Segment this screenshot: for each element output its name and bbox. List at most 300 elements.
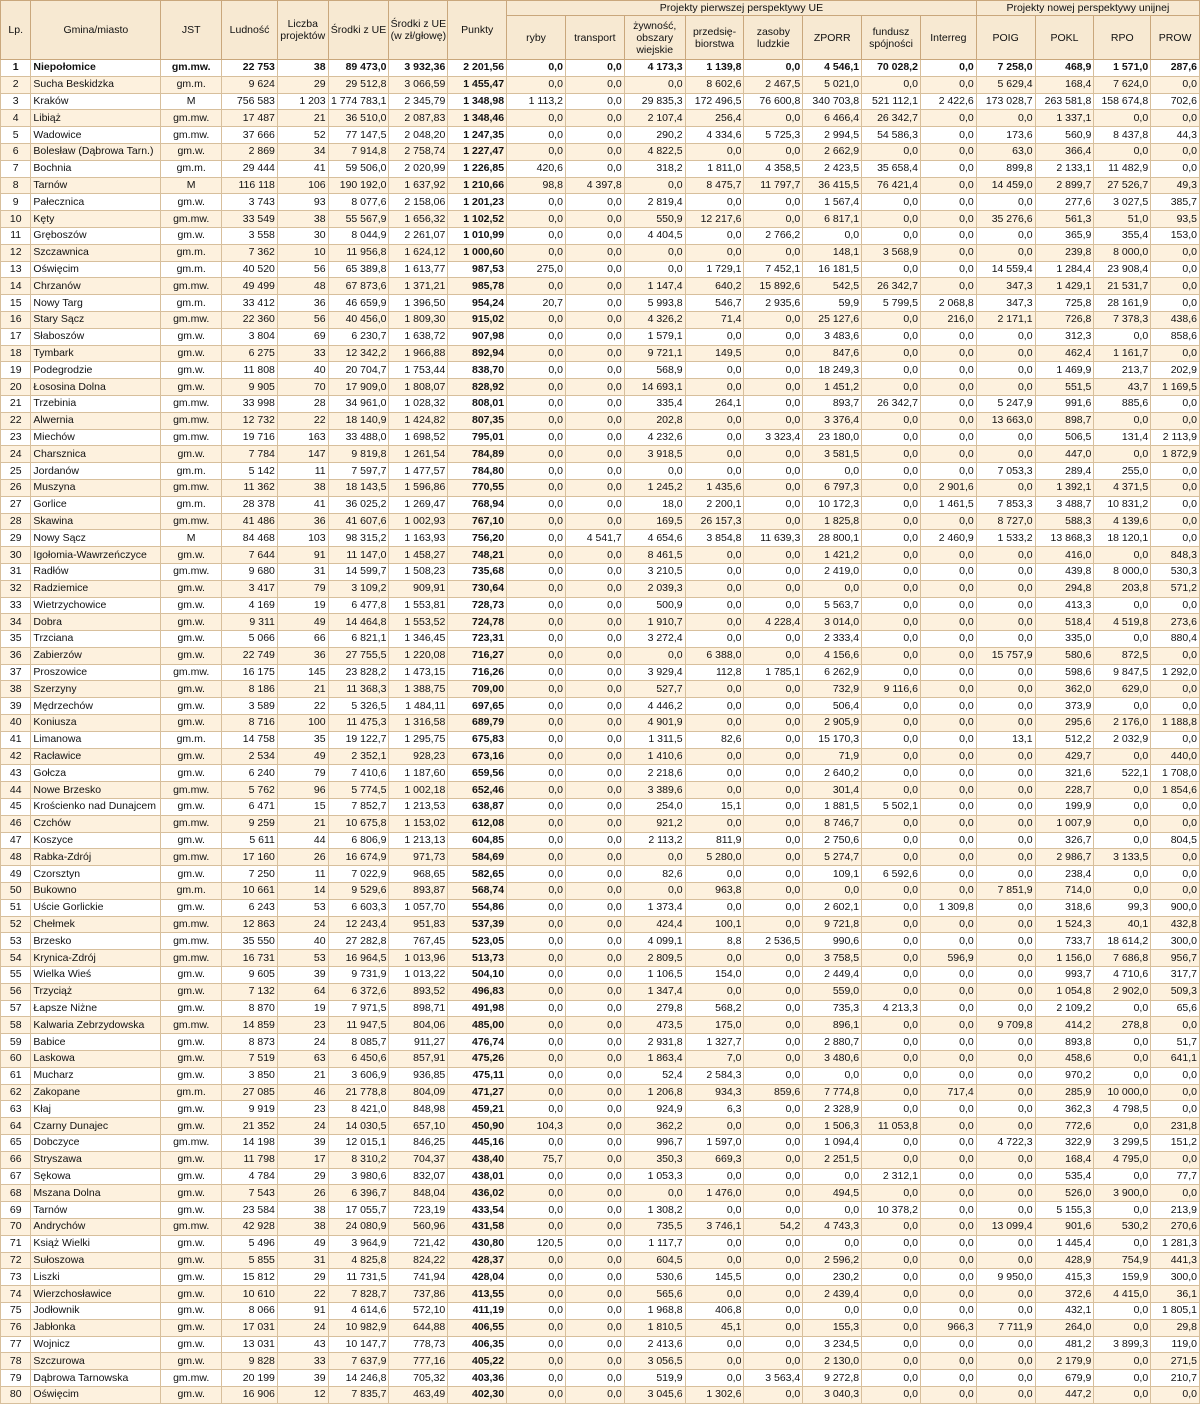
table-cell: 2 261,07 (389, 227, 448, 244)
col-liczba: Liczba projektów (277, 1, 328, 60)
cell-lp: 51 (1, 899, 31, 916)
table-cell: 8 077,6 (328, 194, 389, 211)
table-cell: 7 624,0 (1094, 76, 1151, 93)
table-cell: 0,0 (507, 328, 566, 345)
table-cell: 0,0 (685, 463, 744, 480)
table-cell: 604,5 (624, 1252, 685, 1269)
cell-jst: gm.w. (161, 765, 222, 782)
table-cell: 0,0 (507, 1218, 566, 1235)
table-cell: 28 (277, 395, 328, 412)
table-cell: 987,53 (448, 261, 507, 278)
cell-jst: gm.mw. (161, 1370, 222, 1387)
cell-lp: 13 (1, 261, 31, 278)
table-cell: 0,0 (976, 597, 1035, 614)
table-cell: 9 116,6 (862, 681, 921, 698)
cell-jst: gm.w. (161, 698, 222, 715)
table-row (1, 950, 1200, 967)
table-cell: 37 666 (222, 127, 278, 144)
table-cell: 168,4 (1035, 1151, 1094, 1168)
table-cell: 0,0 (1151, 76, 1200, 93)
table-cell: 716,26 (448, 664, 507, 681)
table-cell: 0,0 (920, 261, 976, 278)
table-cell: 0,0 (862, 950, 921, 967)
table-cell: 0,0 (976, 1370, 1035, 1387)
table-cell: 145 (277, 664, 328, 681)
table-cell: 9 259 (222, 815, 278, 832)
table-cell: 12 (277, 1386, 328, 1403)
table-cell: 7 597,7 (328, 463, 389, 480)
cell-gmina: Oświęcim (31, 261, 161, 278)
table-cell: 0,0 (862, 1336, 921, 1353)
table-cell: 580,6 (1035, 647, 1094, 664)
table-cell: 7 851,9 (976, 883, 1035, 900)
cell-jst: gm.mw. (161, 395, 222, 412)
table-cell: 1 053,3 (624, 1168, 685, 1185)
table-cell: 40,1 (1094, 916, 1151, 933)
table-cell: 0,0 (920, 328, 976, 345)
table-cell: 0,0 (565, 362, 624, 379)
table-cell: 2 419,0 (803, 563, 862, 580)
table-cell: 9 905 (222, 379, 278, 396)
table-row (1, 1218, 1200, 1235)
table-cell: 1 421,2 (803, 547, 862, 564)
table-row (1, 1118, 1200, 1135)
cell-lp: 22 (1, 412, 31, 429)
table-cell: 1 567,4 (803, 194, 862, 211)
table-cell: 0,0 (565, 1151, 624, 1168)
table-cell: 0,0 (862, 631, 921, 648)
table-cell: 0,0 (565, 1218, 624, 1235)
table-cell: 0,0 (803, 1302, 862, 1319)
table-cell: 0,0 (624, 463, 685, 480)
table-cell: 0,0 (1151, 647, 1200, 664)
table-cell: 951,83 (389, 916, 448, 933)
table-cell: 0,0 (744, 547, 803, 564)
table-cell: 0,0 (862, 1135, 921, 1152)
table-cell: 1 809,30 (389, 311, 448, 328)
cell-jst: gm.w. (161, 1118, 222, 1135)
table-cell: 0,0 (624, 244, 685, 261)
table-cell: 1 637,92 (389, 177, 448, 194)
cell-gmina: Trzciana (31, 631, 161, 648)
table-cell: 0,0 (565, 1386, 624, 1403)
table-cell: 568,74 (448, 883, 507, 900)
table-cell: 109,1 (803, 866, 862, 883)
cell-gmina: Kęty (31, 211, 161, 228)
table-cell: 0,0 (685, 563, 744, 580)
table-cell: 432,1 (1035, 1302, 1094, 1319)
table-cell: 149,5 (685, 345, 744, 362)
table-row (1, 127, 1200, 144)
table-cell: 11 956,8 (328, 244, 389, 261)
table-cell: 0,0 (862, 530, 921, 547)
cell-lp: 70 (1, 1218, 31, 1235)
table-cell: 275,0 (507, 261, 566, 278)
table-cell: 0,0 (507, 916, 566, 933)
table-cell: 3 854,8 (685, 530, 744, 547)
table-cell: 669,3 (685, 1151, 744, 1168)
table-cell: 767,10 (448, 513, 507, 530)
cell-jst: gm.w. (161, 983, 222, 1000)
table-cell: 405,22 (448, 1353, 507, 1370)
table-cell: 0,0 (507, 227, 566, 244)
table-cell: 0,0 (862, 1286, 921, 1303)
table-cell: 9 624 (222, 76, 278, 93)
table-cell: 0,0 (507, 446, 566, 463)
table-cell: 7 452,1 (744, 261, 803, 278)
col-punkty: Punkty (448, 1, 507, 60)
table-cell: 9 919 (222, 1101, 278, 1118)
table-cell: 0,0 (862, 916, 921, 933)
table-cell: 1 396,50 (389, 295, 448, 312)
table-cell: 447,2 (1035, 1386, 1094, 1403)
table-row (1, 1286, 1200, 1303)
table-cell: 1 220,08 (389, 647, 448, 664)
table-cell: 29 (277, 1269, 328, 1286)
table-cell: 900,0 (1151, 899, 1200, 916)
table-cell: 0,0 (976, 1168, 1035, 1185)
table-row (1, 731, 1200, 748)
table-cell: 15 892,6 (744, 278, 803, 295)
table-cell: 312,3 (1035, 328, 1094, 345)
table-cell: 21 778,8 (328, 1084, 389, 1101)
cell-gmina: Trzyciąż (31, 983, 161, 1000)
table-cell: 0,0 (685, 681, 744, 698)
table-cell: 0,0 (976, 1101, 1035, 1118)
table-cell: 3 743 (222, 194, 278, 211)
table-cell: 811,9 (685, 832, 744, 849)
table-cell: 40 520 (222, 261, 278, 278)
table-cell: 0,0 (920, 362, 976, 379)
cell-jst: gm.m. (161, 76, 222, 93)
table-cell: 2 819,4 (624, 194, 685, 211)
table-cell: 175,0 (685, 1017, 744, 1034)
table-cell: 30 (277, 227, 328, 244)
table-cell: 0,0 (507, 815, 566, 832)
table-cell: 741,94 (389, 1269, 448, 1286)
table-cell: 16 731 (222, 950, 278, 967)
table-cell: 1 553,52 (389, 614, 448, 631)
cell-gmina: Radziemice (31, 580, 161, 597)
table-cell: 8 000,0 (1094, 563, 1151, 580)
table-cell: 19 716 (222, 429, 278, 446)
table-cell: 2 048,20 (389, 127, 448, 144)
table-cell: 4 784 (222, 1168, 278, 1185)
table-cell: 0,0 (1151, 261, 1200, 278)
table-cell: 0,0 (862, 1370, 921, 1387)
table-cell: 0,0 (1151, 731, 1200, 748)
table-cell: 14 758 (222, 731, 278, 748)
table-cell: 709,00 (448, 681, 507, 698)
table-cell: 0,0 (1094, 1067, 1151, 1084)
table-cell: 5 774,5 (328, 782, 389, 799)
table-cell: 0,0 (976, 547, 1035, 564)
table-cell: 0,0 (565, 429, 624, 446)
table-cell: 203,8 (1094, 580, 1151, 597)
table-cell: 29 444 (222, 160, 278, 177)
table-cell: 0,0 (862, 815, 921, 832)
cell-gmina: Łososina Dolna (31, 379, 161, 396)
cell-jst: gm.w. (161, 1051, 222, 1068)
table-cell: 0,0 (1094, 748, 1151, 765)
table-cell: 0,0 (920, 1034, 976, 1051)
table-cell: 0,0 (685, 698, 744, 715)
table-cell: 0,0 (976, 1118, 1035, 1135)
table-cell: 11 368,3 (328, 681, 389, 698)
cell-gmina: Trzebinia (31, 395, 161, 412)
table-cell: 0,0 (976, 563, 1035, 580)
table-cell: 0,0 (862, 1269, 921, 1286)
table-cell: 2 171,1 (976, 311, 1035, 328)
col-zporr: ZPORR (803, 16, 862, 60)
table-cell: 0,0 (507, 631, 566, 648)
col-srodki-glowe: Środki z UE (w zł/głowę) (389, 1, 448, 60)
table-cell: 0,0 (976, 328, 1035, 345)
table-cell: 294,8 (1035, 580, 1094, 597)
table-cell: 9 828 (222, 1353, 278, 1370)
table-cell: 777,16 (389, 1353, 448, 1370)
table-cell: 25 127,6 (803, 311, 862, 328)
table-cell: 0,0 (744, 1034, 803, 1051)
table-cell: 28 800,1 (803, 530, 862, 547)
table-cell: 824,22 (389, 1252, 448, 1269)
cell-jst: gm.mw. (161, 933, 222, 950)
cell-gmina: Szczurowa (31, 1353, 161, 1370)
table-cell: 0,0 (685, 1202, 744, 1219)
table-cell: 22 749 (222, 647, 278, 664)
table-cell: 0,0 (685, 547, 744, 564)
table-cell: 3 109,2 (328, 580, 389, 597)
table-cell: 7 132 (222, 983, 278, 1000)
table-cell: 199,9 (1035, 799, 1094, 816)
table-cell: 411,19 (448, 1302, 507, 1319)
table-cell: 38 (277, 1218, 328, 1235)
table-cell: 7 828,7 (328, 1286, 389, 1303)
table-cell: 8 716 (222, 715, 278, 732)
table-cell: 859,6 (744, 1084, 803, 1101)
table-cell: 506,5 (1035, 429, 1094, 446)
table-row (1, 916, 1200, 933)
table-cell: 568,9 (624, 362, 685, 379)
table-cell: 3 389,6 (624, 782, 685, 799)
table-cell: 318,6 (1035, 899, 1094, 916)
table-cell: 21 531,7 (1094, 278, 1151, 295)
table-cell: 2 130,0 (803, 1353, 862, 1370)
table-cell: 6 243 (222, 899, 278, 916)
table-cell: 0,0 (920, 698, 976, 715)
table-cell: 0,0 (920, 110, 976, 127)
table-row (1, 379, 1200, 396)
table-cell: 735,3 (803, 1000, 862, 1017)
table-cell: 0,0 (976, 446, 1035, 463)
table-cell: 0,0 (862, 362, 921, 379)
table-cell: 36 025,2 (328, 496, 389, 513)
table-cell: 0,0 (920, 194, 976, 211)
col-fundusz-spójności: fundusz spójności (862, 16, 921, 60)
table-cell: 1 284,4 (1035, 261, 1094, 278)
table-cell: 116 118 (222, 177, 278, 194)
table-cell: 26 342,7 (862, 395, 921, 412)
table-cell: 1 388,75 (389, 681, 448, 698)
cell-lp: 2 (1, 76, 31, 93)
table-cell: 0,0 (862, 496, 921, 513)
table-cell: 3 899,3 (1094, 1336, 1151, 1353)
table-cell: 1 117,7 (624, 1235, 685, 1252)
table-cell: 0,0 (744, 513, 803, 530)
cell-lp: 58 (1, 1017, 31, 1034)
table-row (1, 1319, 1200, 1336)
table-cell: 0,0 (862, 547, 921, 564)
table-cell: 8 873 (222, 1034, 278, 1051)
table-cell: 84 468 (222, 530, 278, 547)
table-cell: 277,6 (1035, 194, 1094, 211)
table-cell: 0,0 (565, 328, 624, 345)
table-cell: 0,0 (565, 60, 624, 77)
table-cell: 40 456,0 (328, 311, 389, 328)
table-cell: 1 302,6 (685, 1386, 744, 1403)
table-cell: 10 610 (222, 1286, 278, 1303)
table-cell: 679,9 (1035, 1370, 1094, 1387)
cell-lp: 66 (1, 1151, 31, 1168)
table-cell: 0,0 (565, 1235, 624, 1252)
table-cell: 0,0 (507, 1370, 566, 1387)
table-cell: 29 (277, 1168, 328, 1185)
table-cell: 438,01 (448, 1168, 507, 1185)
table-cell: 318,2 (624, 160, 685, 177)
table-row (1, 933, 1200, 950)
cell-lp: 37 (1, 664, 31, 681)
table-cell: 23 (277, 1017, 328, 1034)
table-cell: 2 422,6 (920, 93, 976, 110)
table-cell: 54,2 (744, 1218, 803, 1235)
table-cell: 0,0 (976, 379, 1035, 396)
table-cell: 0,0 (862, 782, 921, 799)
table-cell: 0,0 (862, 1034, 921, 1051)
table-cell: 0,0 (507, 782, 566, 799)
table-cell: 0,0 (976, 866, 1035, 883)
table-cell: 0,0 (744, 244, 803, 261)
table-cell: 0,0 (565, 1000, 624, 1017)
cell-gmina: Wielka Wieś (31, 967, 161, 984)
cell-jst: gm.mw. (161, 278, 222, 295)
table-cell: 0,0 (565, 748, 624, 765)
table-cell: 1 113,2 (507, 93, 566, 110)
table-cell: 0,0 (862, 429, 921, 446)
table-row (1, 227, 1200, 244)
table-cell: 1 553,81 (389, 597, 448, 614)
table-cell: 1 424,82 (389, 412, 448, 429)
cell-jst: gm.w. (161, 1101, 222, 1118)
table-cell: 24 (277, 1034, 328, 1051)
table-cell: 0,0 (507, 513, 566, 530)
table-cell: 22 (277, 412, 328, 429)
table-cell: 11 (277, 463, 328, 480)
table-cell: 29 835,3 (624, 93, 685, 110)
cell-gmina: Dąbrowa Tarnowska (31, 1370, 161, 1387)
table-cell: 0,0 (920, 580, 976, 597)
table-cell: 4 415,0 (1094, 1286, 1151, 1303)
table-cell: 0,0 (920, 832, 976, 849)
table-cell: 1 316,58 (389, 715, 448, 732)
table-cell: 77,7 (1151, 1168, 1200, 1185)
table-cell: 1 753,44 (389, 362, 448, 379)
table-row (1, 194, 1200, 211)
table-cell: 6 396,7 (328, 1185, 389, 1202)
table-cell: 0,0 (862, 597, 921, 614)
table-cell: 39 (277, 1370, 328, 1387)
table-cell: 9 721,8 (803, 916, 862, 933)
table-cell: 1 729,1 (685, 261, 744, 278)
cell-gmina: Muszyna (31, 479, 161, 496)
table-cell: 3 746,1 (685, 1218, 744, 1235)
table-cell: 7 362 (222, 244, 278, 261)
table-cell: 993,7 (1035, 967, 1094, 984)
table-cell: 3 488,7 (1035, 496, 1094, 513)
table-cell: 0,0 (920, 933, 976, 950)
table-cell: 1 458,27 (389, 547, 448, 564)
table-cell: 5 280,0 (685, 849, 744, 866)
table-cell: 0,0 (685, 1118, 744, 1135)
table-cell: 907,98 (448, 328, 507, 345)
cell-lp: 56 (1, 983, 31, 1000)
table-cell: 0,0 (565, 1319, 624, 1336)
cell-lp: 72 (1, 1252, 31, 1269)
table-cell: 173 028,7 (976, 93, 1035, 110)
cell-jst: gm.mw. (161, 815, 222, 832)
table-cell: 41 (277, 160, 328, 177)
table-cell: 239,8 (1035, 244, 1094, 261)
table-cell: 0,0 (744, 1252, 803, 1269)
table-cell: 0,0 (507, 412, 566, 429)
table-cell: 0,0 (565, 1370, 624, 1387)
table-cell: 2 899,7 (1035, 177, 1094, 194)
table-cell: 0,0 (507, 731, 566, 748)
cell-jst: gm.w. (161, 446, 222, 463)
table-row (1, 295, 1200, 312)
table-cell: 7 852,7 (328, 799, 389, 816)
table-cell: 56 (277, 311, 328, 328)
table-cell: 8 746,7 (803, 815, 862, 832)
table-cell: 3 323,4 (744, 429, 803, 446)
cell-gmina: Wietrzychowice (31, 597, 161, 614)
cell-gmina: Sucha Beskidzka (31, 76, 161, 93)
table-cell: 0,0 (920, 1118, 976, 1135)
cell-gmina: Andrychów (31, 1218, 161, 1235)
table-cell: 1 825,8 (803, 513, 862, 530)
table-cell: 436,02 (448, 1185, 507, 1202)
table-cell: 704,37 (389, 1151, 448, 1168)
table-cell: 0,0 (1151, 143, 1200, 160)
table-cell: 0,0 (862, 1235, 921, 1252)
cell-gmina: Wadowice (31, 127, 161, 144)
table-cell: 16 181,5 (803, 261, 862, 278)
table-cell: 0,0 (565, 1017, 624, 1034)
table-cell: 2 328,9 (803, 1101, 862, 1118)
table-cell: 12 015,1 (328, 1135, 389, 1152)
table-cell: 300,0 (1151, 1269, 1200, 1286)
table-cell: 714,0 (1035, 883, 1094, 900)
table-row (1, 412, 1200, 429)
table-cell: 445,16 (448, 1135, 507, 1152)
table-cell: 0,0 (1151, 244, 1200, 261)
table-cell: 0,0 (624, 883, 685, 900)
table-cell: 728,73 (448, 597, 507, 614)
table-cell: 0,0 (976, 967, 1035, 984)
table-cell: 0,0 (976, 983, 1035, 1000)
table-cell: 35 550 (222, 933, 278, 950)
table-cell: 0,0 (920, 815, 976, 832)
table-cell: 7 711,9 (976, 1319, 1035, 1336)
